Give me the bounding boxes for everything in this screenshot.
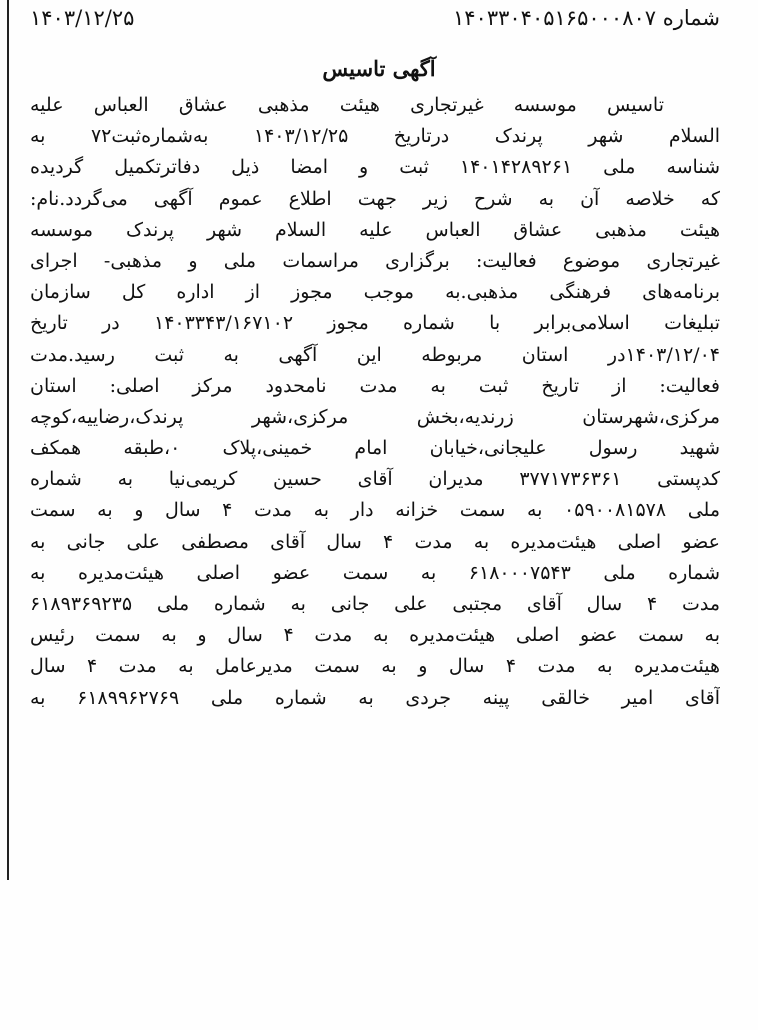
- body-line: هیئت‌مدیره به مدت ۴ سال و به سمت مدیرعامل به مدت ۴ سال: [30, 655, 720, 678]
- body-line: مرکزی،شهرستان زرندیه،بخش مرکزی،شهر پرندک،رضاییه،کوچه: [30, 405, 720, 428]
- notice-number-line: [453, 6, 720, 30]
- body-line: کدپستی ۳۷۷۱۷۳۶۳۶۱ مدیران آقای حسین کریمی‌نیا به شماره: [30, 468, 720, 491]
- body-line: هیئت مذهبی عشاق العباس علیه السلام شهر پرندک موسسه: [30, 218, 720, 241]
- body-line: شماره ملی ۶۱۸۰۰۰۷۵۴۳ به سمت عضو اصلی هیئت‌مدیره به: [30, 561, 720, 584]
- body-line: عضو اصلی هیئت‌مدیره به مدت ۴ سال آقای مصطفی علی جانی به: [30, 530, 720, 553]
- body-line: فعالیت: از تاریخ ثبت به مدت نامحدود مرکز اصلی: استان: [30, 374, 720, 397]
- column-divider-rule: [7, 0, 9, 880]
- body-line: شناسه ملی ۱۴۰۱۴۲۸۹۲۶۱ ثبت و امضا ذیل دفاترتکمیل گردیده: [30, 156, 720, 179]
- body-line: آقای امیر خالقی پینه جردی به شماره ملی ۶۱۸۹۹۶۲۷۶۹ به: [30, 686, 720, 709]
- notice-date: ۱۴۰۳/۱۲/۲۵: [30, 6, 135, 30]
- notice-number-label: شماره: [662, 6, 720, 30]
- body-line: السلام شهر پرندک درتاریخ ۱۴۰۳/۱۲/۲۵ به‌شماره‌ثبت۷۲ به: [30, 125, 720, 148]
- body-line: شهید رسول علیجانی،خیابان امام خمینی،پلاک ۰،طبقه همکف: [30, 437, 720, 460]
- body-line: که خلاصه آن به شرح زیر جهت اطلاع عموم آگهی می‌گردد.نام:: [30, 187, 720, 210]
- body-line: برنامه‌های فرهنگی مذهبی.به موجب مجوز از اداره کل سازمان: [30, 281, 720, 304]
- notice-body: [30, 90, 720, 714]
- body-line: تاسیس موسسه غیرتجاری هیئت مذهبی عشاق العباس علیه: [30, 94, 664, 116]
- body-line: مدت ۴ سال آقای مجتبی علی جانی به شماره ملی ۶۱۸۹۳۶۹۲۳۵: [30, 593, 720, 615]
- notice-title: آگهی تاسیس: [322, 56, 436, 81]
- notice-header: [30, 6, 720, 40]
- body-line: غیرتجاری موضوع فعالیت: برگزاری مراسمات ملی و مذهبی- اجرای: [30, 249, 720, 272]
- body-line: ۱۴۰۳/۱۲/۰۴در استان مربوطه این آگهی به ثبت رسید.مدت: [30, 343, 720, 366]
- notice-number: ۱۴۰۳۳۰۴۰۵۱۶۵۰۰۰۸۰۷: [453, 6, 657, 30]
- body-line: تبلیغات اسلامی‌برابر با شماره مجوز ۱۴۰۳۳۴۳/۱۶۷۱۰۲ در تاریخ: [30, 312, 720, 335]
- body-line: به سمت عضو اصلی هیئت‌مدیره به مدت ۴ سال و به سمت رئیس: [30, 624, 720, 647]
- body-line: ملی ۰۵۹۰۰۸۱۵۷۸ به سمت خزانه دار به مدت ۴ سال و به سمت: [30, 499, 720, 522]
